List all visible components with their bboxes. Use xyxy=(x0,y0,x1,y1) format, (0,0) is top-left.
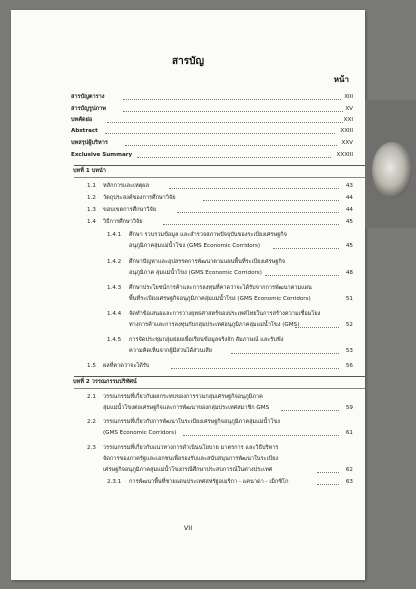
chapter-thumbnail-image xyxy=(372,142,412,198)
toc-entry-page: 44 xyxy=(345,207,353,213)
toc-entry-label-continued: ลุ่มแม่น้ำโขงต่อเศรษฐกิจและการพัฒนาของกลุ่มประเทศสมาชิก GMS xyxy=(103,405,270,411)
toc-entry-page: 45 xyxy=(345,243,353,249)
dot-leader xyxy=(163,224,339,225)
dot-leader xyxy=(295,327,339,328)
toc-entry-label-continued: จัดการของภาครัฐและเอกชนเพื่อรองรับและสนับสนุนการพัฒนาในระเบียง xyxy=(103,456,279,462)
toc-entry-label: ศึกษาประโยชน์การค้าและการลงทุนที่คาดว่าจะได้รับจากการพัฒนาตามแผน xyxy=(129,285,312,291)
dot-leader xyxy=(107,122,343,123)
toc-entry-label: การจัดประชุมกลุ่มย่อยเพื่อเรียนข้อมูลจริงจัก สัมภาษณ์ และรับฟัง xyxy=(129,337,284,343)
toc-entry-page: 51 xyxy=(345,296,353,302)
chapter-heading: บทที่ 2 วรรณกรรมปริทัศน์ xyxy=(73,379,137,385)
section-number: 1.4.4 xyxy=(107,311,122,317)
dot-leader xyxy=(203,200,339,201)
dot-leader xyxy=(183,435,339,436)
section-number: 2.3.1 xyxy=(107,479,122,485)
section-number: 1.4.2 xyxy=(107,259,122,265)
section-number: 1.4.1 xyxy=(107,232,122,238)
dot-leader xyxy=(123,99,341,100)
toc-entry-label: สารบัญรูปภาพ xyxy=(71,106,106,112)
toc-entry-page: XXIII xyxy=(340,128,353,134)
toc-entry-page: XXI xyxy=(343,117,353,123)
toc-entry-label: Exclusive Summary xyxy=(71,152,133,158)
section-divider xyxy=(74,177,365,178)
dot-leader xyxy=(105,133,335,134)
toc-entry-label: จัดทำข้อเสนอและการวางยุทธศาสตร์ของประเทศไทยในการสร้างความเชื่อมโยง xyxy=(129,311,321,317)
dot-leader xyxy=(317,472,339,473)
section-number: 1.2 xyxy=(87,195,96,201)
toc-entry-page: 48 xyxy=(345,270,353,276)
section-number: 1.3 xyxy=(87,207,96,213)
page-number-footer: VII xyxy=(183,524,193,532)
toc-entry-page: 59 xyxy=(345,405,353,411)
toc-entry-page: 63 xyxy=(345,479,353,485)
section-number: 2.2 xyxy=(87,419,96,425)
toc-entry-label: Abstract xyxy=(71,128,98,134)
page-title: สารบัญ xyxy=(172,56,204,67)
section-number: 1.5 xyxy=(87,363,96,369)
toc-entry-label: ขอบเขตการศึกษาวิจัย xyxy=(103,207,157,213)
dot-leader xyxy=(265,275,339,276)
toc-entry-page: 52 xyxy=(345,322,353,328)
toc-entry-label: วัตถุประสงค์ของการศึกษาวิจัย xyxy=(103,195,176,201)
toc-entry-label: วรรณกรรมที่เกี่ยวกับแนวทางการดำเนินนโยบาย มาตรการ และวิธีบริหาร xyxy=(103,445,279,451)
dot-leader xyxy=(281,410,339,411)
toc-entry-page: 56 xyxy=(345,363,353,369)
section-number: 2.3 xyxy=(87,445,96,451)
dot-leader xyxy=(177,212,339,213)
toc-entry-label-continued: อนุภูมิภาคลุ่มแม่น้ำโขง (GMS Economic Corridors) xyxy=(129,243,261,249)
section-number: 1.4 xyxy=(87,219,96,225)
section-number: 2.1 xyxy=(87,394,96,400)
toc-entry-label: การพัฒนาพื้นที่ชายแดนประเทศสหรัฐอเมริกา - แคนาดา - เม็กซิโก xyxy=(129,479,289,485)
dot-leader xyxy=(317,484,339,485)
dot-leader xyxy=(231,353,339,354)
dot-leader xyxy=(273,248,339,249)
toc-entry-page: 62 xyxy=(345,467,353,473)
section-divider xyxy=(74,376,365,377)
dot-leader xyxy=(169,188,339,189)
section-number: 1.4.5 xyxy=(107,337,122,343)
dot-leader xyxy=(125,145,337,146)
section-divider xyxy=(74,388,365,389)
document-page xyxy=(11,10,365,580)
toc-entry-label: ศึกษาปัญหาและอุปสรรคการพัฒนาตามแผนพื้นที่ระเบียงเศรษฐกิจ xyxy=(129,259,286,265)
toc-entry-label: ผลที่คาดว่าจะได้รับ xyxy=(103,363,150,369)
section-number: 1.4.3 xyxy=(107,285,122,291)
toc-entry-page: XXV xyxy=(341,140,353,146)
toc-entry-label-continued: ความคิดเห็นจากผู้มีส่วนได้ส่วนเสีย xyxy=(129,348,213,354)
toc-entry-page: 61 xyxy=(345,430,353,436)
toc-entry-label-continued: พื้นที่ระเบียงเศรษฐกิจอนุภูมิภาคลุ่มแม่น้ำโขง (GMS Economic Corridors) xyxy=(129,296,311,302)
toc-entry-label: บทสรุปผู้บริหาร xyxy=(71,140,108,146)
toc-entry-label: วรรณกรรมที่เกี่ยวกับผลกระทบของการรวมกลุ่มเศรษฐกิจอนุภูมิภาค xyxy=(103,394,263,400)
toc-entry-label: วิธีการศึกษาวิจัย xyxy=(103,219,143,225)
toc-entry-page: 43 xyxy=(345,183,353,189)
toc-entry-page: XV xyxy=(345,106,353,112)
toc-entry-page: XIII xyxy=(344,94,353,100)
toc-entry-label: วรรณกรรมที่เกี่ยวกับการพัฒนาในระเบียงเศรษฐกิจอนุภูมิภาคลุ่มแม่น้ำโขง xyxy=(103,419,281,425)
toc-entry-page: 44 xyxy=(345,195,353,201)
toc-entry-label-continued: อนุภูมิภาค ลุ่มแม่น้ำโขง (GMS Economic Corridors) xyxy=(129,270,262,276)
toc-entry-label: บทคัดย่อ xyxy=(71,117,93,123)
section-number: 1.1 xyxy=(87,183,96,189)
toc-entry-label-continued: (GMS Economic Corridors) xyxy=(103,430,177,436)
section-divider xyxy=(74,165,365,166)
toc-entry-label: สารบัญตาราง xyxy=(71,94,105,100)
toc-entry-label-continued: ทางการค้าและการลงทุนกับกลุ่มประเทศอนุภูมิภาคลุ่มแม่น้ำโขง (GMS) xyxy=(129,322,300,328)
dot-leader xyxy=(171,368,339,369)
dot-leader xyxy=(123,111,343,112)
chapter-heading: บทที่ 1 บทนำ xyxy=(73,168,106,174)
dot-leader xyxy=(137,157,331,158)
toc-entry-label: ศึกษา รวบรวมข้อมูล และสำรวจสภาพปัจจุบันของระเบียงเศรษฐกิจ xyxy=(129,232,287,238)
toc-entry-page: 53 xyxy=(345,348,353,354)
toc-entry-page: 45 xyxy=(345,219,353,225)
toc-entry-label-continued: เศรษฐกิจอนุภูมิภาคลุ่มแม่น้ำโขงกรณีศึกษาประสบการณ์ในต่างประเทศ xyxy=(103,467,273,473)
toc-entry-label: หลักการและเหตุผล xyxy=(103,183,150,189)
toc-entry-page: XXXIII xyxy=(336,152,353,158)
page-column-header: หน้า xyxy=(333,75,349,84)
